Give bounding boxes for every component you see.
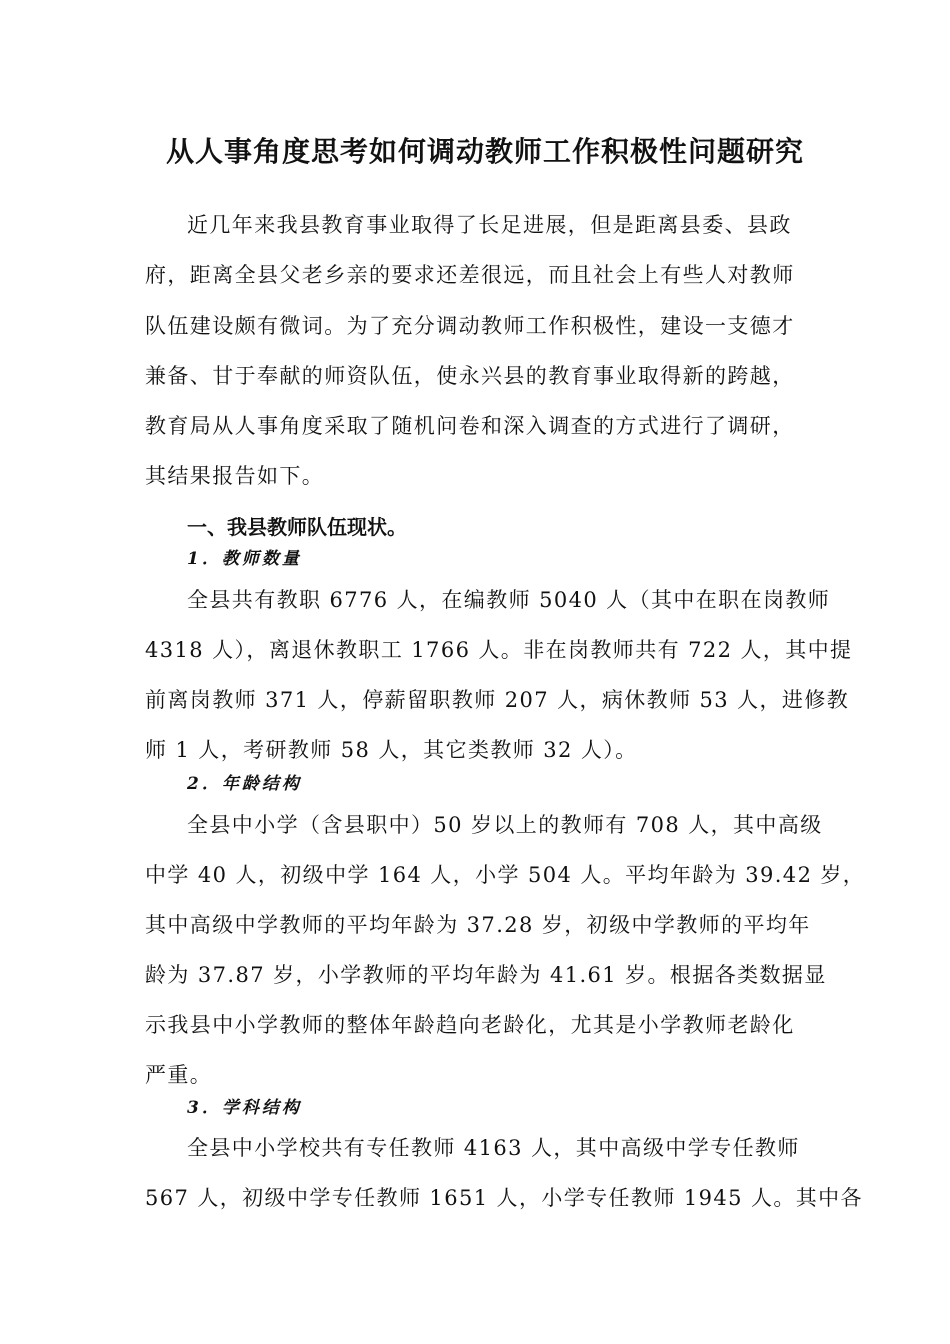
paragraph-line: 全县中小学校共有专任教师 4163 人，其中高级中学专任教师 <box>187 1136 800 1160</box>
paragraph-line: 府，距离全县父老乡亲的要求还差很远，而且社会上有些人对教师 <box>145 263 795 287</box>
paragraph-line: 近几年来我县教育事业取得了长足进展，但是距离县委、县政 <box>187 213 792 237</box>
paragraph-line: 全县中小学（含县职中）50 岁以上的教师有 708 人，其中高级 <box>187 813 823 837</box>
paragraph-line: 龄为 37.87 岁，小学教师的平均年龄为 41.61 岁。根据各类数据显 <box>145 963 827 987</box>
paragraph-line: 中学 40 人，初级中学 164 人，小学 504 人。平均年龄为 39.42 岁， <box>145 863 866 887</box>
paragraph-line: 全县共有教职 6776 人，在编教师 5040 人（其中在职在岗教师 <box>187 588 831 612</box>
paragraph-line: 队伍建设颇有微词。为了充分调动教师工作积极性，建设一支德才 <box>145 314 795 338</box>
paragraph-line: 4318 人），离退休教职工 1766 人。非在岗教师共有 722 人，其中提 <box>145 638 853 662</box>
subsection-heading: 3．学科结构 <box>187 1098 302 1118</box>
paragraph-line: 567 人，初级中学专任教师 1651 人，小学专任教师 1945 人。其中各 <box>145 1186 863 1210</box>
subsection-heading: 2．年龄结构 <box>187 774 302 794</box>
paragraph-line: 严重。 <box>145 1063 213 1087</box>
paragraph-line: 教育局从人事角度采取了随机问卷和深入调查的方式进行了调研， <box>145 414 795 438</box>
paragraph-line: 示我县中小学教师的整体年龄趋向老龄化，尤其是小学教师老龄化 <box>145 1013 795 1037</box>
section-heading: 一、我县教师队伍现状。 <box>187 515 407 539</box>
paragraph-line: 其结果报告如下。 <box>145 464 325 488</box>
paragraph-line: 兼备、甘于奉献的师资队伍，使永兴县的教育事业取得新的跨越， <box>145 364 795 388</box>
paragraph-line: 前离岗教师 371 人，停薪留职教师 207 人，病休教师 53 人，进修教 <box>145 688 850 712</box>
subsection-heading: 1．教师数量 <box>187 549 302 569</box>
paragraph-line: 其中高级中学教师的平均年龄为 37.28 岁，初级中学教师的平均年 <box>145 913 811 937</box>
paragraph-line: 师 1 人，考研教师 58 人，其它类教师 32 人）。 <box>145 738 638 762</box>
document-title: 从人事角度思考如何调动教师工作积极性问题研究 <box>165 135 804 168</box>
